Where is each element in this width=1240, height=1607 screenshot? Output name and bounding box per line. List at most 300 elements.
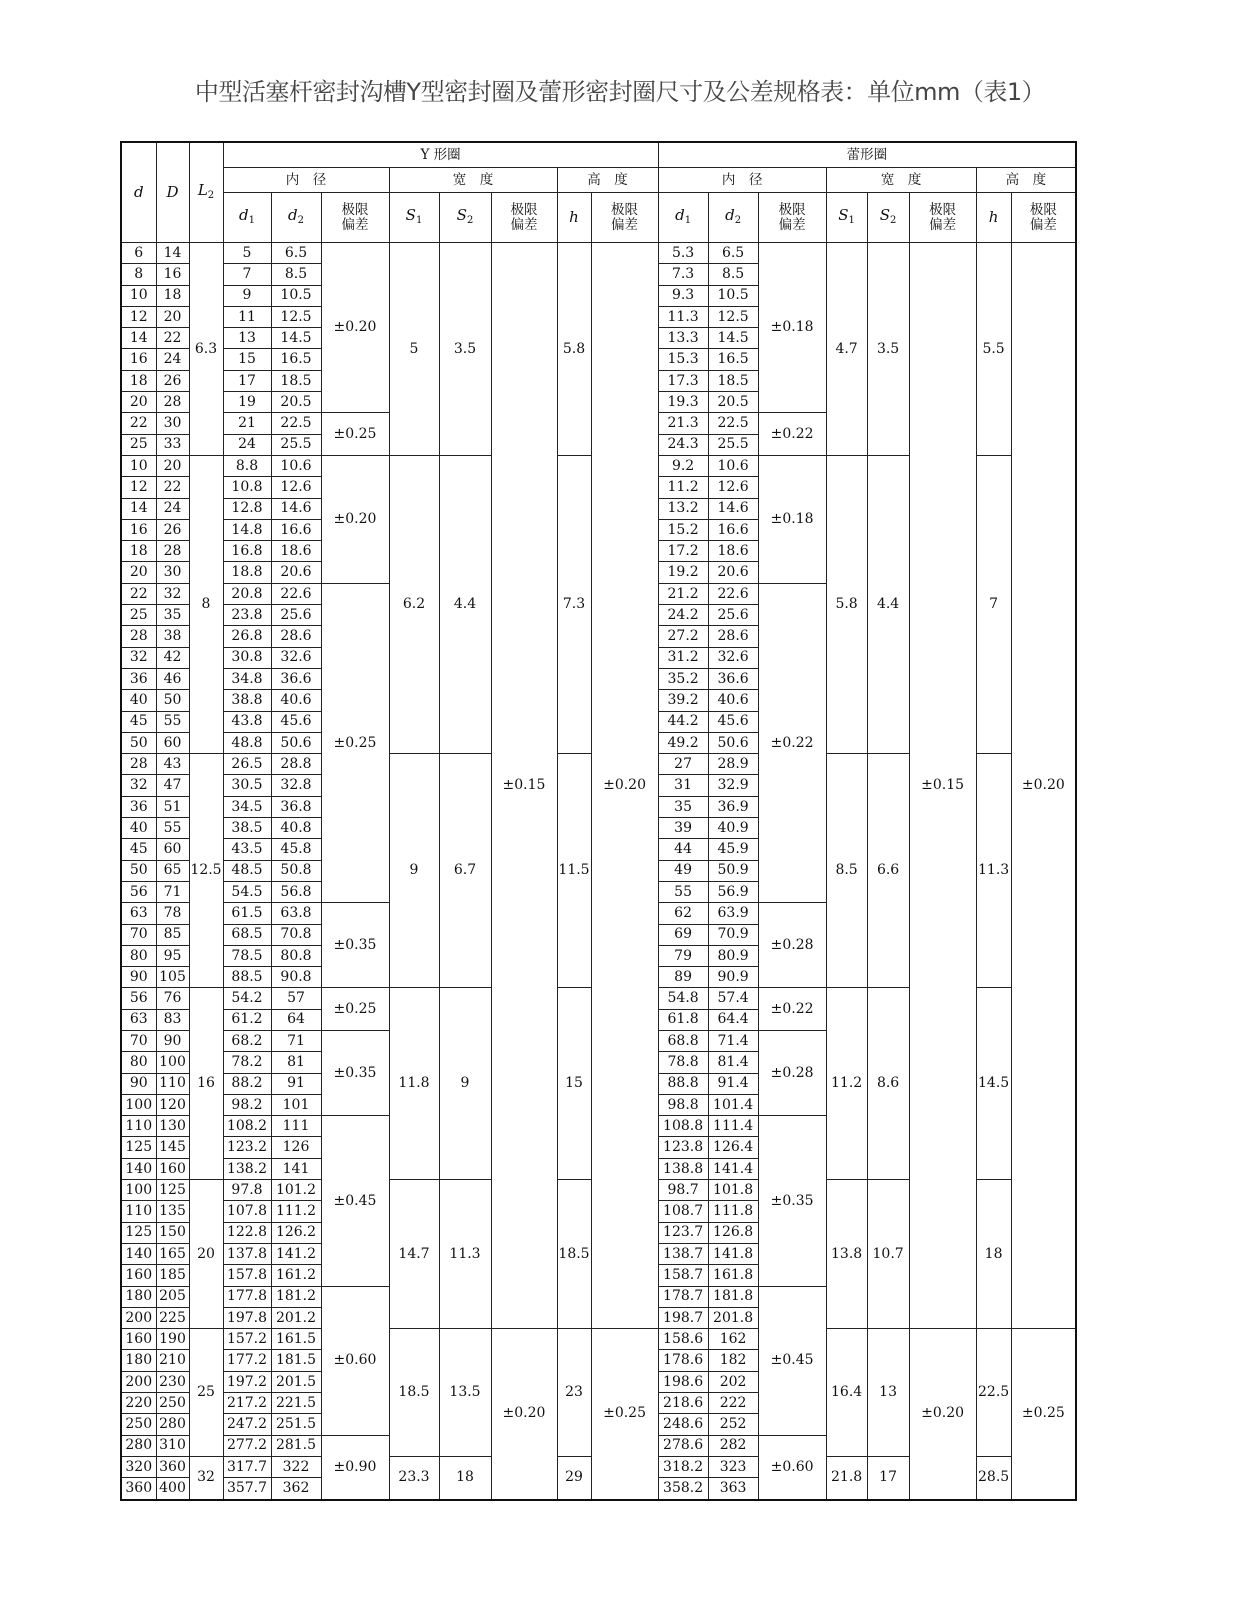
cell-y-d1: 38.8	[223, 690, 271, 711]
cell-d: 250	[121, 1414, 156, 1435]
cell-D: 125	[156, 1180, 189, 1201]
cell-D: 47	[156, 775, 189, 796]
cell-D: 95	[156, 945, 189, 966]
cell-d: 20	[121, 562, 156, 583]
cell-b-d2: 63.9	[708, 903, 758, 924]
cell-b-d2: 222	[708, 1393, 758, 1414]
cell-d: 32	[121, 647, 156, 668]
cell-L2: 8	[189, 455, 223, 753]
cell-b-d2: 64.4	[708, 1009, 758, 1030]
col-header-b-inner-tol: 极限 偏差	[758, 193, 826, 243]
cell-y-inner-tol: ±0.60	[321, 1286, 389, 1435]
cell-y-d2: 40.6	[271, 690, 321, 711]
cell-y-d2: 36.6	[271, 668, 321, 689]
cell-b-d1: 318.2	[658, 1456, 708, 1477]
cell-b-d2: 70.9	[708, 924, 758, 945]
cell-b-d1: 278.6	[658, 1435, 708, 1456]
cell-D: 30	[156, 562, 189, 583]
cell-b-d2: 162	[708, 1329, 758, 1350]
cell-y-d1: 38.5	[223, 818, 271, 839]
cell-y-S1: 14.7	[389, 1180, 439, 1329]
cell-y-d1: 26.5	[223, 754, 271, 775]
cell-b-d2: 14.6	[708, 498, 758, 519]
cell-y-d1: 88.2	[223, 1073, 271, 1094]
cell-d: 50	[121, 732, 156, 753]
cell-y-d1: 98.2	[223, 1094, 271, 1115]
cell-y-S2: 18	[439, 1456, 491, 1499]
cell-b-d1: 248.6	[658, 1414, 708, 1435]
cell-y-d1: 7	[223, 264, 271, 285]
cell-d: 180	[121, 1350, 156, 1371]
cell-b-d2: 25.6	[708, 605, 758, 626]
cell-D: 28	[156, 392, 189, 413]
cell-y-S1: 11.8	[389, 988, 439, 1180]
cell-b-d1: 88.8	[658, 1073, 708, 1094]
cell-b-d2: 25.5	[708, 434, 758, 455]
cell-D: 60	[156, 839, 189, 860]
cell-y-h: 23	[557, 1329, 591, 1457]
cell-D: 76	[156, 988, 189, 1009]
cell-y-d1: 177.8	[223, 1286, 271, 1307]
cell-D: 60	[156, 732, 189, 753]
cell-b-width-tol: ±0.15	[909, 243, 976, 1329]
cell-y-h: 15	[557, 988, 591, 1180]
cell-D: 20	[156, 306, 189, 327]
cell-b-d1: 15.2	[658, 519, 708, 540]
cell-d: 14	[121, 328, 156, 349]
cell-y-d1: 26.8	[223, 626, 271, 647]
cell-b-d2: 18.5	[708, 370, 758, 391]
cell-b-S2: 3.5	[867, 243, 909, 456]
col-header-y-inner-tol: 极限 偏差	[321, 193, 389, 243]
cell-d: 80	[121, 945, 156, 966]
cell-y-d1: 123.2	[223, 1137, 271, 1158]
cell-y-d2: 45.6	[271, 711, 321, 732]
col-header-y-d1: $d_1$	[223, 193, 271, 243]
cell-y-d1: 357.7	[223, 1478, 271, 1500]
cell-y-d2: 126.2	[271, 1222, 321, 1243]
cell-L2: 32	[189, 1456, 223, 1499]
cell-b-d1: 9.3	[658, 285, 708, 306]
col-header-b-h: h	[976, 193, 1011, 243]
cell-D: 90	[156, 1030, 189, 1051]
cell-y-d2: 91	[271, 1073, 321, 1094]
cell-y-d1: 10.8	[223, 477, 271, 498]
cell-b-d1: 35.2	[658, 668, 708, 689]
cell-y-d1: 107.8	[223, 1201, 271, 1222]
cell-y-d2: 12.5	[271, 306, 321, 327]
cell-y-S1: 18.5	[389, 1329, 439, 1457]
cell-b-d2: 28.6	[708, 626, 758, 647]
cell-L2: 20	[189, 1180, 223, 1329]
cell-d: 140	[121, 1158, 156, 1179]
cell-D: 28	[156, 541, 189, 562]
cell-y-d2: 14.5	[271, 328, 321, 349]
cell-y-d2: 6.5	[271, 243, 321, 264]
cell-y-d1: 18.8	[223, 562, 271, 583]
cell-b-d2: 36.9	[708, 796, 758, 817]
cell-d: 140	[121, 1243, 156, 1264]
cell-y-d2: 28.8	[271, 754, 321, 775]
cell-b-d1: 158.6	[658, 1329, 708, 1350]
cell-b-S1: 13.8	[826, 1180, 867, 1329]
cell-y-d1: 24	[223, 434, 271, 455]
cell-d: 80	[121, 1052, 156, 1073]
header-y-height: 高 度	[557, 168, 658, 193]
cell-D: 85	[156, 924, 189, 945]
cell-b-d2: 80.9	[708, 945, 758, 966]
cell-D: 26	[156, 370, 189, 391]
cell-D: 32	[156, 583, 189, 604]
cell-b-d1: 11.3	[658, 306, 708, 327]
cell-y-width-tol: ±0.20	[491, 1329, 557, 1500]
cell-b-h: 18	[976, 1180, 1011, 1329]
cell-d: 40	[121, 818, 156, 839]
cell-d: 200	[121, 1307, 156, 1328]
cell-y-d2: 80.8	[271, 945, 321, 966]
cell-D: 33	[156, 434, 189, 455]
cell-y-d2: 111.2	[271, 1201, 321, 1222]
col-header-b-S2: $S_2$	[867, 193, 909, 243]
cell-y-S1: 9	[389, 754, 439, 988]
cell-d: 16	[121, 519, 156, 540]
cell-y-d2: 101	[271, 1094, 321, 1115]
cell-d: 70	[121, 1030, 156, 1051]
cell-b-d1: 138.7	[658, 1243, 708, 1264]
cell-y-d1: 30.5	[223, 775, 271, 796]
header-y-width: 宽 度	[389, 168, 557, 193]
cell-d: 12	[121, 477, 156, 498]
cell-y-d2: 14.6	[271, 498, 321, 519]
cell-D: 18	[156, 285, 189, 306]
cell-b-d1: 35	[658, 796, 708, 817]
col-header-b-d1: $d_1$	[658, 193, 708, 243]
cell-y-d2: 10.6	[271, 455, 321, 476]
col-header-b-S1: $S_1$	[826, 193, 867, 243]
cell-y-d2: 181.2	[271, 1286, 321, 1307]
cell-D: 100	[156, 1052, 189, 1073]
cell-y-d1: 17	[223, 370, 271, 391]
cell-b-d2: 252	[708, 1414, 758, 1435]
cell-b-d1: 17.3	[658, 370, 708, 391]
cell-y-d2: 12.6	[271, 477, 321, 498]
cell-D: 24	[156, 349, 189, 370]
cell-b-d1: 27	[658, 754, 708, 775]
cell-d: 110	[121, 1116, 156, 1137]
cell-y-d2: 281.5	[271, 1435, 321, 1456]
cell-d: 360	[121, 1478, 156, 1500]
cell-d: 280	[121, 1435, 156, 1456]
cell-D: 50	[156, 690, 189, 711]
cell-D: 30	[156, 413, 189, 434]
cell-y-d1: 157.2	[223, 1329, 271, 1350]
cell-D: 38	[156, 626, 189, 647]
cell-d: 110	[121, 1201, 156, 1222]
cell-b-h: 7	[976, 455, 1011, 753]
cell-b-d2: 90.9	[708, 967, 758, 988]
cell-b-S2: 13	[867, 1329, 909, 1457]
cell-d: 22	[121, 583, 156, 604]
cell-b-d1: 123.7	[658, 1222, 708, 1243]
cell-d: 45	[121, 839, 156, 860]
cell-b-d1: 39	[658, 818, 708, 839]
cell-y-d1: 54.5	[223, 881, 271, 902]
cell-b-h: 11.3	[976, 754, 1011, 988]
cell-b-d2: 28.9	[708, 754, 758, 775]
cell-y-d1: 15	[223, 349, 271, 370]
cell-b-inner-tol: ±0.22	[758, 583, 826, 902]
cell-b-S1: 11.2	[826, 988, 867, 1180]
col-header-D: D	[156, 142, 189, 243]
cell-L2: 16	[189, 988, 223, 1180]
cell-y-height-tol: ±0.20	[591, 243, 658, 1329]
cell-d: 6	[121, 243, 156, 264]
cell-d: 90	[121, 967, 156, 988]
cell-y-d2: 201.5	[271, 1371, 321, 1392]
cell-y-d1: 78.2	[223, 1052, 271, 1073]
cell-b-d2: 22.6	[708, 583, 758, 604]
cell-L2: 12.5	[189, 754, 223, 988]
cell-y-d1: 21	[223, 413, 271, 434]
cell-b-S2: 8.6	[867, 988, 909, 1180]
cell-b-d2: 71.4	[708, 1030, 758, 1051]
cell-b-d2: 81.4	[708, 1052, 758, 1073]
cell-b-d1: 178.6	[658, 1350, 708, 1371]
cell-y-d1: 16.8	[223, 541, 271, 562]
cell-b-d2: 50.9	[708, 860, 758, 881]
cell-y-d1: 108.2	[223, 1116, 271, 1137]
cell-y-S2: 4.4	[439, 455, 491, 753]
cell-D: 51	[156, 796, 189, 817]
cell-y-d2: 161.5	[271, 1329, 321, 1350]
cell-d: 25	[121, 434, 156, 455]
cell-y-d2: 251.5	[271, 1414, 321, 1435]
cell-y-d1: 177.2	[223, 1350, 271, 1371]
cell-y-d1: 317.7	[223, 1456, 271, 1477]
cell-b-d2: 22.5	[708, 413, 758, 434]
cell-b-d2: 12.5	[708, 306, 758, 327]
cell-y-width-tol: ±0.15	[491, 243, 557, 1329]
cell-D: 55	[156, 818, 189, 839]
cell-D: 190	[156, 1329, 189, 1350]
cell-y-d1: 247.2	[223, 1414, 271, 1435]
cell-b-inner-tol: ±0.60	[758, 1435, 826, 1499]
cell-b-d2: 40.9	[708, 818, 758, 839]
cell-D: 160	[156, 1158, 189, 1179]
cell-y-d1: 97.8	[223, 1180, 271, 1201]
cell-b-d2: 18.6	[708, 541, 758, 562]
cell-b-d2: 20.6	[708, 562, 758, 583]
cell-b-d1: 89	[658, 967, 708, 988]
cell-y-d1: 61.5	[223, 903, 271, 924]
cell-D: 360	[156, 1456, 189, 1477]
cell-d: 160	[121, 1329, 156, 1350]
cell-y-inner-tol: ±0.25	[321, 583, 389, 902]
cell-y-d1: 48.8	[223, 732, 271, 753]
col-header-y-S2: $S_2$	[439, 193, 491, 243]
cell-d: 200	[121, 1371, 156, 1392]
cell-d: 36	[121, 668, 156, 689]
cell-D: 110	[156, 1073, 189, 1094]
cell-y-d1: 197.8	[223, 1307, 271, 1328]
cell-y-h: 18.5	[557, 1180, 591, 1329]
table-row	[121, 1329, 1076, 1350]
cell-b-d1: 21.3	[658, 413, 708, 434]
cell-d: 90	[121, 1073, 156, 1094]
cell-d: 10	[121, 455, 156, 476]
cell-b-d1: 108.7	[658, 1201, 708, 1222]
cell-b-d2: 36.6	[708, 668, 758, 689]
cell-D: 43	[156, 754, 189, 775]
cell-b-d1: 54.8	[658, 988, 708, 1009]
cell-d: 160	[121, 1265, 156, 1286]
cell-b-inner-tol: ±0.35	[758, 1116, 826, 1286]
cell-y-d2: 28.6	[271, 626, 321, 647]
cell-b-d1: 158.7	[658, 1265, 708, 1286]
cell-y-inner-tol: ±0.20	[321, 455, 389, 583]
cell-b-d1: 49.2	[658, 732, 708, 753]
cell-d: 18	[121, 370, 156, 391]
cell-b-d1: 31.2	[658, 647, 708, 668]
cell-d: 45	[121, 711, 156, 732]
cell-y-d1: 68.2	[223, 1030, 271, 1051]
cell-b-d1: 24.3	[658, 434, 708, 455]
cell-b-d1: 27.2	[658, 626, 708, 647]
cell-b-d1: 49	[658, 860, 708, 881]
cell-d: 12	[121, 306, 156, 327]
cell-d: 63	[121, 1009, 156, 1030]
cell-b-height-tol: ±0.25	[1011, 1329, 1076, 1500]
cell-y-d1: 23.8	[223, 605, 271, 626]
cell-y-d1: 8.8	[223, 455, 271, 476]
cell-b-d1: 19.2	[658, 562, 708, 583]
cell-d: 56	[121, 988, 156, 1009]
cell-y-d2: 25.5	[271, 434, 321, 455]
cell-b-d1: 44.2	[658, 711, 708, 732]
cell-b-d1: 69	[658, 924, 708, 945]
header-y-ring: Y 形圈	[223, 142, 658, 168]
cell-D: 46	[156, 668, 189, 689]
cell-b-d2: 126.4	[708, 1137, 758, 1158]
cell-y-d2: 10.5	[271, 285, 321, 306]
cell-d: 28	[121, 754, 156, 775]
cell-y-d2: 22.5	[271, 413, 321, 434]
cell-y-S2: 3.5	[439, 243, 491, 456]
cell-y-d2: 16.6	[271, 519, 321, 540]
cell-D: 145	[156, 1137, 189, 1158]
cell-y-h: 11.5	[557, 754, 591, 988]
cell-y-d1: 43.8	[223, 711, 271, 732]
cell-d: 25	[121, 605, 156, 626]
cell-y-d2: 25.6	[271, 605, 321, 626]
cell-b-d2: 141.4	[708, 1158, 758, 1179]
cell-D: 71	[156, 881, 189, 902]
cell-D: 105	[156, 967, 189, 988]
cell-b-S2: 6.6	[867, 754, 909, 988]
cell-y-inner-tol: ±0.35	[321, 903, 389, 988]
cell-b-d2: 10.5	[708, 285, 758, 306]
col-header-b-d2: $d_2$	[708, 193, 758, 243]
cell-b-d1: 39.2	[658, 690, 708, 711]
cell-d: 10	[121, 285, 156, 306]
cell-y-d1: 20.8	[223, 583, 271, 604]
cell-y-d1: 88.5	[223, 967, 271, 988]
cell-D: 78	[156, 903, 189, 924]
cell-D: 400	[156, 1478, 189, 1500]
cell-y-d2: 8.5	[271, 264, 321, 285]
cell-b-d2: 14.5	[708, 328, 758, 349]
col-header-y-width-tol: 极限 偏差	[491, 193, 557, 243]
cell-b-inner-tol: ±0.22	[758, 413, 826, 456]
spec-table	[120, 141, 1077, 1501]
cell-y-d1: 137.8	[223, 1243, 271, 1264]
cell-d: 70	[121, 924, 156, 945]
cell-y-d1: 122.8	[223, 1222, 271, 1243]
col-header-y-height-tol: 极限 偏差	[591, 193, 658, 243]
cell-y-d2: 56.8	[271, 881, 321, 902]
cell-d: 56	[121, 881, 156, 902]
cell-y-d2: 32.6	[271, 647, 321, 668]
cell-b-S1: 21.8	[826, 1456, 867, 1499]
cell-b-d1: 24.2	[658, 605, 708, 626]
page-title: 中型活塞杆密封沟槽Y型密封圈及蕾形密封圈尺寸及公差规格表：单位mm（表1）	[194, 78, 1046, 106]
cell-y-S2: 9	[439, 988, 491, 1180]
cell-b-d2: 45.9	[708, 839, 758, 860]
cell-D: 135	[156, 1201, 189, 1222]
cell-d: 28	[121, 626, 156, 647]
cell-d: 20	[121, 392, 156, 413]
cell-d: 125	[121, 1137, 156, 1158]
cell-D: 150	[156, 1222, 189, 1243]
cell-b-d2: 10.6	[708, 455, 758, 476]
cell-b-S2: 4.4	[867, 455, 909, 753]
cell-y-inner-tol: ±0.20	[321, 243, 389, 413]
cell-y-inner-tol: ±0.25	[321, 988, 389, 1031]
cell-d: 100	[121, 1180, 156, 1201]
cell-y-d2: 18.6	[271, 541, 321, 562]
cell-y-d2: 221.5	[271, 1393, 321, 1414]
cell-y-d2: 45.8	[271, 839, 321, 860]
header-b-width: 宽 度	[826, 168, 976, 193]
cell-y-d2: 90.8	[271, 967, 321, 988]
cell-y-d2: 181.5	[271, 1350, 321, 1371]
cell-y-h: 5.8	[557, 243, 591, 456]
cell-D: 24	[156, 498, 189, 519]
cell-D: 26	[156, 519, 189, 540]
cell-D: 250	[156, 1393, 189, 1414]
cell-d: 180	[121, 1286, 156, 1307]
cell-b-d1: 15.3	[658, 349, 708, 370]
cell-b-inner-tol: ±0.28	[758, 1030, 826, 1115]
cell-b-d2: 201.8	[708, 1307, 758, 1328]
cell-y-d2: 16.5	[271, 349, 321, 370]
cell-y-h: 7.3	[557, 455, 591, 753]
cell-b-d2: 40.6	[708, 690, 758, 711]
cell-d: 320	[121, 1456, 156, 1477]
col-header-y-d2: $d_2$	[271, 193, 321, 243]
cell-b-d2: 126.8	[708, 1222, 758, 1243]
cell-y-d2: 18.5	[271, 370, 321, 391]
col-header-d: d	[121, 142, 156, 243]
cell-b-d1: 5.3	[658, 243, 708, 264]
cell-y-d1: 43.5	[223, 839, 271, 860]
cell-b-d1: 17.2	[658, 541, 708, 562]
cell-b-width-tol: ±0.20	[909, 1329, 976, 1500]
cell-y-d2: 64	[271, 1009, 321, 1030]
cell-b-d2: 282	[708, 1435, 758, 1456]
cell-y-d1: 9	[223, 285, 271, 306]
cell-y-d2: 57	[271, 988, 321, 1009]
